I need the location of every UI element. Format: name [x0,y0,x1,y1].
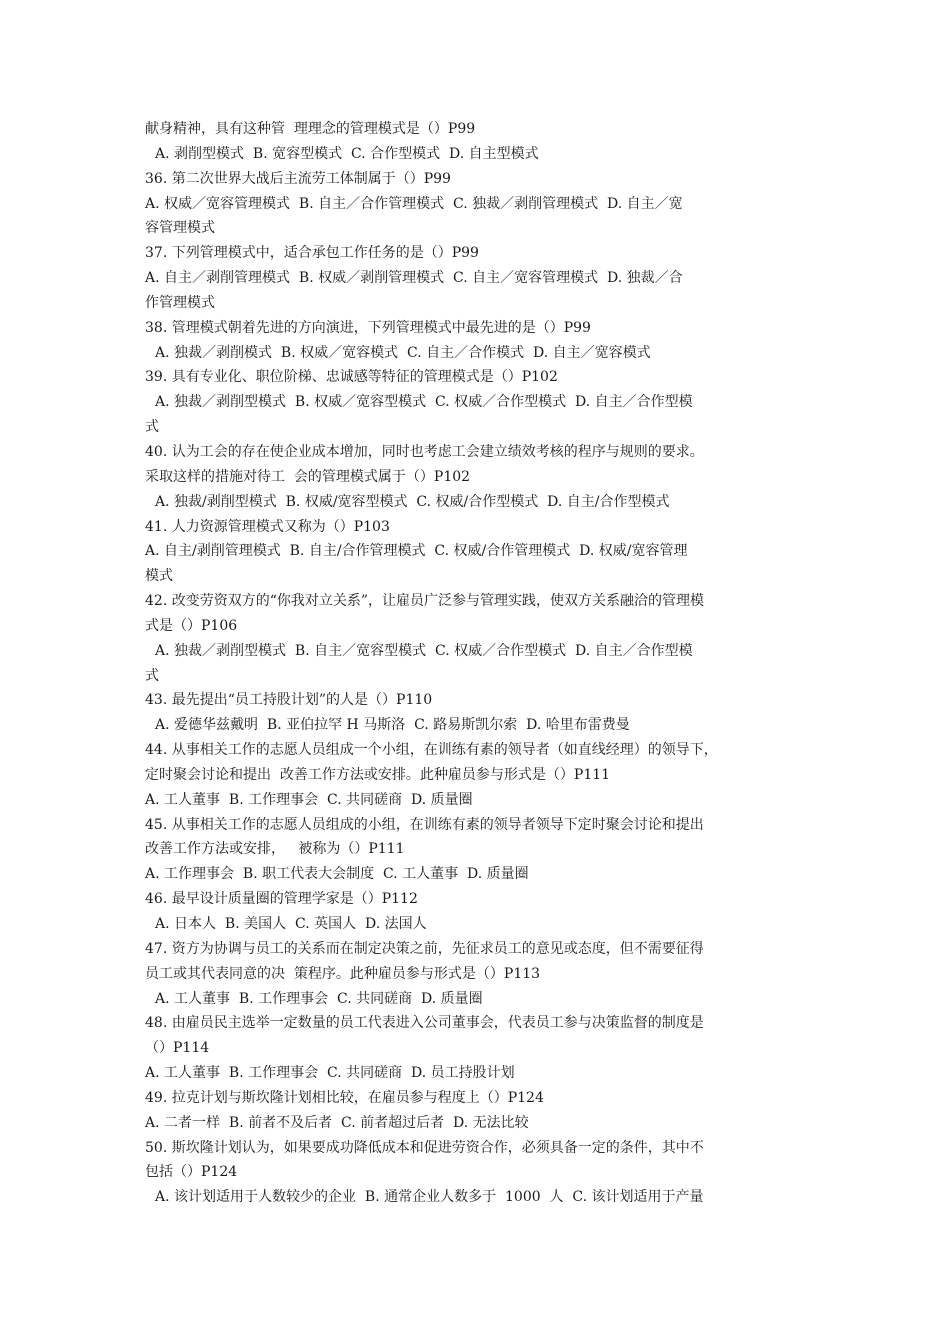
question-41: 41. 人力资源管理模式又称为（）P103 [145,518,390,535]
question-47: 47. 资方为协调与员工的关系而在制定决策之前，先征求员工的意见或态度，但不需要征得 [145,940,704,957]
question-46: 46. 最早设计质量圈的管理学家是（）P112 [145,891,418,908]
answer-options: A. 二者一样 B. 前者不及后者 C. 前者超过后者 D. 无法比较 [145,1114,529,1131]
text-line: 容管理模式 [145,220,215,237]
answer-options: A. 独裁/剥削型模式 B. 权威/宽容型模式 C. 权威/合作型模式 D. 自主/合作型模式 [155,493,670,510]
question-44: 44. 从事相关工作的志愿人员组成一个小组，在训练有素的领导者（如直线经理）的领导下， [145,742,718,759]
question-40: 40. 认为工会的存在使企业成本增加，同时也考虑工会建立绩效考核的程序与规则的要求。 [145,443,704,460]
answer-options: A. 独裁／剥削型模式 B. 自主／宽容型模式 C. 权威／合作型模式 D. 自主／合作型模 [155,642,693,659]
answer-options: A. 自主/剥削管理模式 B. 自主/合作管理模式 C. 权威/合作管理模式 D. 权威/宽容管理 [145,543,688,560]
text-line: 员工或其代表同意的决 策程序。此种雇员参与形式是（）P113 [145,965,541,982]
answer-options: A. 该计划适用于人数较少的企业 B. 通常企业人数多于 1000 人 C. 该计划适用于产量 [155,1189,704,1206]
text-line: 定时聚会讨论和提出 改善工作方法或安排。此种雇员参与形式是（）P111 [145,766,611,783]
question-49: 49. 拉克计划与斯坎隆计划相比较，在雇员参与程度上（）P124 [145,1089,544,1106]
text-line: 献身精神，具有这种管 理理念的管理模式是（）P99 [145,121,476,137]
answer-options: A. 权威／宽容管理模式 B. 自主／合作管理模式 C. 独裁／剥削管理模式 D. 自主／宽 [145,195,683,212]
document-page [145,117,810,1210]
answer-options: A. 工人董事 B. 工作理事会 C. 共同磋商 D. 质量圈 [155,990,483,1007]
text-line: 式是（）P106 [145,617,238,634]
question-39: 39. 具有专业化、职位阶梯、忠诚感等特征的管理模式是（）P102 [145,369,558,386]
text-line: 式 [145,667,159,684]
question-42: 42. 改变劳资双方的“你我对立关系”，让雇员广泛参与管理实践，使双方关系融洽的管理模 [145,593,705,610]
question-37: 37. 下列管理模式中，适合承包工作任务的是（）P99 [145,245,479,262]
question-45: 45. 从事相关工作的志愿人员组成的小组，在训练有素的领导者领导下定时聚会讨论和提出 [145,816,704,833]
text-line: 式 [145,419,159,436]
answer-options: A. 爱德华兹戴明 B. 亚伯拉罕 H 马斯洛 C. 路易斯凯尔索 D. 哈里布雷费曼 [155,717,630,734]
question-43: 43. 最先提出“员工持股计划”的人是（）P110 [145,692,433,709]
answer-options: A. 日本人 B. 美国人 C. 英国人 D. 法国人 [155,916,427,932]
question-48: 48. 由雇员民主选举一定数量的员工代表进入公司董事会，代表员工参与决策监督的制度是 [145,1015,704,1032]
text-line: 改善工作方法或安排， 被称为（）P111 [145,841,405,858]
text-line: 采取这样的措施对待工 会的管理模式属于（）P102 [145,468,471,485]
answer-options: A. 独裁／剥削模式 B. 权威／宽容模式 C. 自主／合作模式 D. 自主／宽容模式 [155,344,651,361]
text-line: 模式 [145,568,173,585]
answer-options: A. 自主／剥削管理模式 B. 权威／剥削管理模式 C. 自主／宽容管理模式 D. 独裁／合 [145,270,683,287]
question-36: 36. 第二次世界大战后主流劳工体制属于（）P99 [145,170,451,187]
text-line: 包括（）P124 [145,1164,238,1181]
text-line: （）P114 [145,1040,210,1057]
question-50: 50. 斯坎隆计划认为，如果要成功降低成本和促进劳资合作，必须具备一定的条件，其中不 [145,1139,704,1156]
answer-options: A. 工人董事 B. 工作理事会 C. 共同磋商 D. 质量圈 [145,791,473,808]
answer-options: A. 工人董事 B. 工作理事会 C. 共同磋商 D. 员工持股计划 [145,1065,515,1082]
question-38: 38. 管理模式朝着先进的方向演进，下列管理模式中最先进的是（）P99 [145,319,591,336]
answer-options: A. 剥削型模式 B. 宽容型模式 C. 合作型模式 D. 自主型模式 [155,145,539,162]
answer-options: A. 工作理事会 B. 职工代表大会制度 C. 工人董事 D. 质量圈 [145,866,529,883]
answer-options: A. 独裁／剥削型模式 B. 权威／宽容型模式 C. 权威／合作型模式 D. 自主／合作型模 [155,394,693,411]
text-line: 作管理模式 [145,294,215,311]
